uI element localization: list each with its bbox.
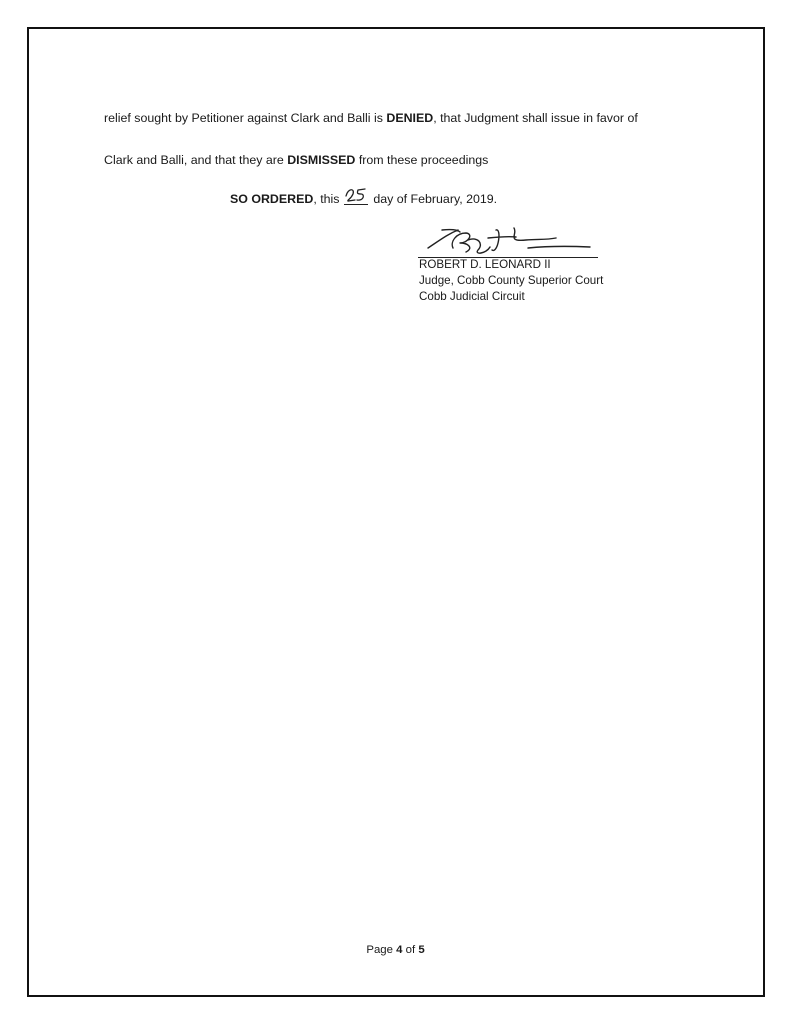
paragraph-line-1: [104, 110, 638, 126]
line2-text-post: from these proceedings: [355, 153, 489, 167]
paragraph-line-2: [104, 152, 488, 168]
handwritten-day-icon: [344, 184, 368, 204]
so-ordered-text: SO ORDERED: [230, 192, 314, 206]
line1-text-pre: relief sought by Petitioner against Clark and Balli is: [104, 111, 387, 125]
page-of-label: of: [402, 944, 419, 956]
day-of-text: day of February, 2019.: [369, 192, 498, 206]
page-total: 5: [418, 944, 425, 956]
page-label: Page: [366, 944, 397, 956]
judicial-circuit: Cobb Judicial Circuit: [419, 290, 525, 303]
judge-name: ROBERT D. LEONARD II: [419, 258, 551, 271]
line1-text-post: , that Judgment shall issue in favor of: [433, 111, 638, 125]
handwritten-day: [344, 190, 368, 205]
page-number: 4: [396, 944, 403, 956]
judge-signature-icon: [418, 220, 618, 260]
so-ordered-line: [230, 190, 497, 207]
document-page: [27, 27, 765, 997]
dismissed-text: DISMISSED: [287, 153, 356, 167]
page-footer: [0, 943, 791, 957]
judge-title: Judge, Cobb County Superior Court: [419, 274, 604, 287]
this-text: , this: [313, 192, 343, 206]
line2-text-pre: Clark and Balli, and that they are: [104, 153, 288, 167]
denied-text: DENIED: [386, 111, 434, 125]
